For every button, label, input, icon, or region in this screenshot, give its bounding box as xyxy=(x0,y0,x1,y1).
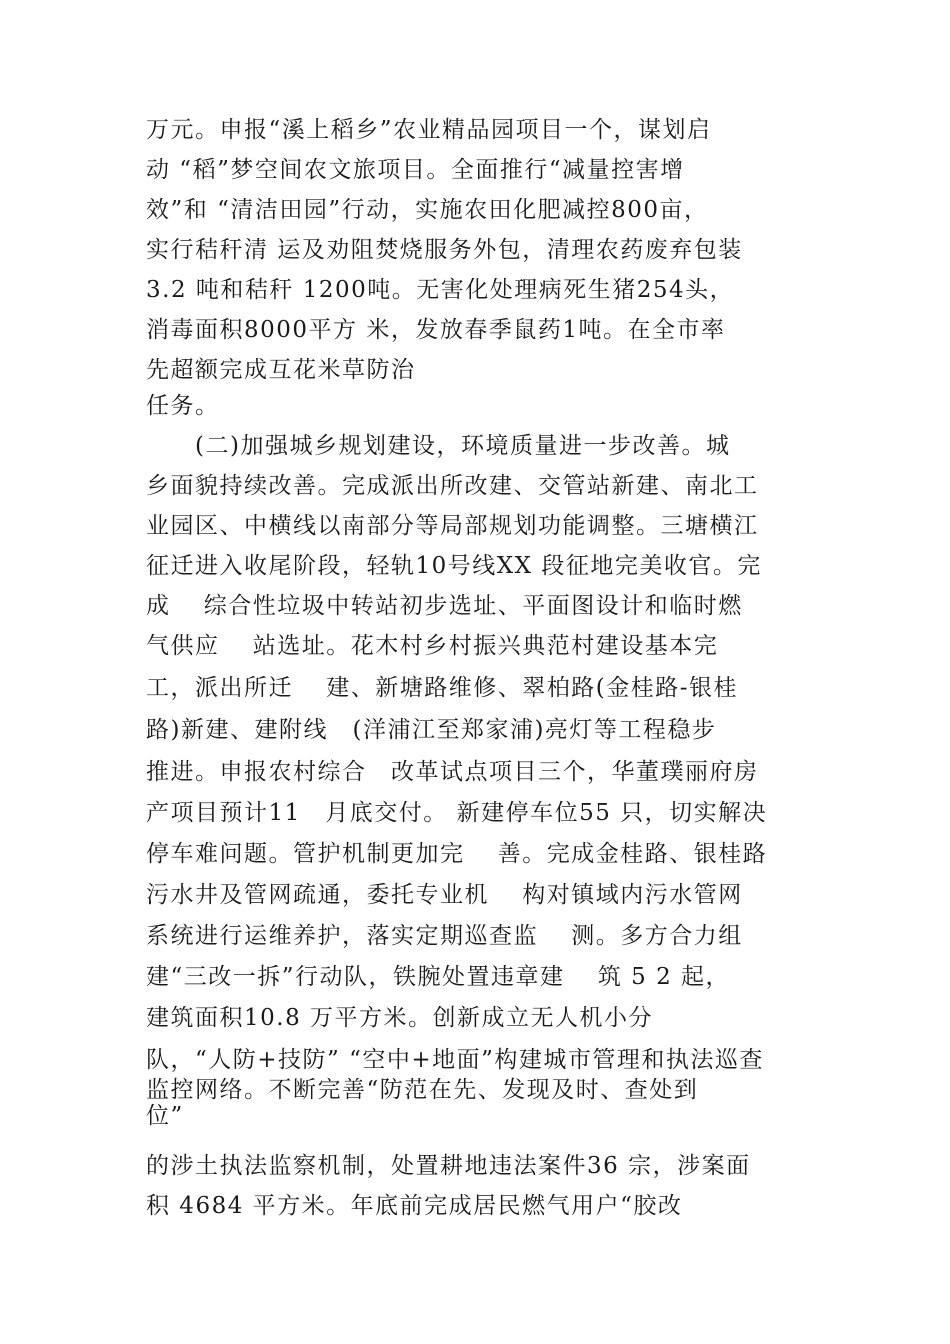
text-line: 成 综合性垃圾中转站初步选址、平面图设计和临时燃 xyxy=(146,593,743,619)
text-line: 积 4684 平方米。年底前完成居民燃气用户“胶改 xyxy=(146,1193,683,1219)
text-line: 的涉土执法监察机制，处置耕地违法案件36 宗，涉案面 xyxy=(146,1153,751,1179)
text-line: 产项目预计11 月底交付。 新建停车位55 只，切实解决 xyxy=(146,800,768,826)
text-line: 3.2 吨和秸秆 1200吨。无害化处理病死生猪254头， xyxy=(146,277,735,303)
text-line: 停车难问题。管护机制更加完 善。完成金桂路、银桂路 xyxy=(146,841,768,867)
text-line: 气供应 站选址。花木村乡村振兴典范村建设基本完 xyxy=(146,633,719,659)
text-line: 建“三改一拆”行动队，铁腕处置违章建 筑 5 2 起， xyxy=(146,964,731,990)
paragraph-heading-line: (二)加强城乡规划建设，环境质量进一步改善。城 xyxy=(146,433,731,459)
text-line: 业园区、中横线以南部分等局部规划功能调整。三塘横江 xyxy=(146,513,759,539)
text-line: 实行秸秆清 运及劝阻焚烧服务外包，清理农药废弃包装 xyxy=(146,237,743,263)
text-line: 队，“人防+技防” “空中+地面”构建城市管理和执法巡查 xyxy=(146,1047,764,1073)
text-line: 万元。申报“溪上稻乡”农业精品园项目一个，谋划启 xyxy=(146,117,712,143)
text-line: 监控网络。不断完善“防范在先、发现及时、查处到 xyxy=(146,1077,699,1103)
text-line: 效”和 “清洁田园”行动，实施农田化肥减控800亩， xyxy=(146,197,709,223)
text-line: 建筑面积10.8 万平方米。创新成立无人机小分 xyxy=(146,1005,654,1031)
text-line: 先超额完成互花米草防治 xyxy=(146,357,416,383)
text-line: 征迁进入收尾阶段，轻轨10号线XX 段征地完美收官。完 xyxy=(146,553,762,579)
text-line: 消毒面积8000平方 米，发放春季鼠药1吨。在全市率 xyxy=(146,317,726,343)
text-line: 污水井及管网疏通，委托专业机 构对镇域内污水管网 xyxy=(146,882,743,908)
text-line: 工，派出所迁 建、新塘路维修、翠柏路(金桂路-银桂 xyxy=(146,675,739,701)
text-line: 乡面貌持续改善。完成派出所改建、交管站新建、南北工 xyxy=(146,473,759,499)
text-line: 任务。 xyxy=(146,393,220,419)
text-line: 系统进行运维养护，落实定期巡查监 测。多方合力组 xyxy=(146,923,743,949)
text-line: 路)新建、建附线 (洋浦江至郑家浦)亮灯等工程稳步 xyxy=(146,717,717,743)
text-line: 动 “稻”梦空间农文旅项目。全面推行“减量控害增 xyxy=(146,157,685,183)
text-line: 推进。申报农村综合 改革试点项目三个，华董璞丽府房 xyxy=(146,759,759,785)
text-line: 位” xyxy=(146,1103,184,1129)
